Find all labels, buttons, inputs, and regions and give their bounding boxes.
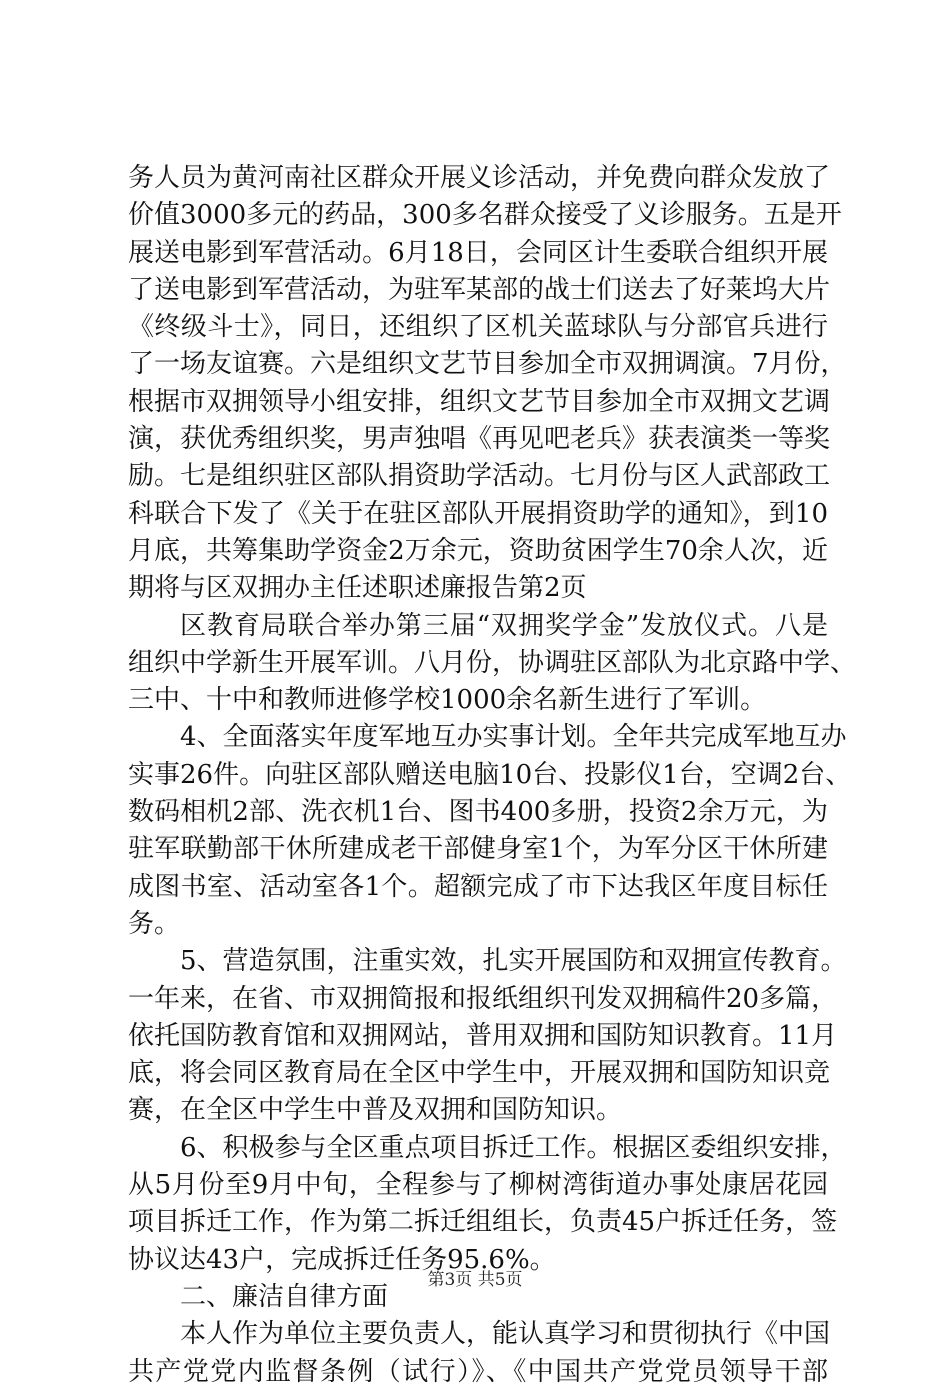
text-line: 共产党党内监督条例（试行）》、《中国共产党党员领导干部 xyxy=(128,1356,828,1387)
text-line: 科联合下发了《关于在驻区部队开展捐资助学的通知》，到10 xyxy=(128,498,828,529)
text-line: 根据市双拥领导小组安排，组织文艺节目参加全市双拥文艺调 xyxy=(128,386,831,417)
text-line: 从5月份至9月中旬，全程参与了柳树湾街道办事处康居花园 xyxy=(128,1170,828,1201)
paragraph-start: 区教育局联合举办第三届“双拥奖学金”发放仪式。八是 xyxy=(180,610,828,641)
text-line: 务人员为黄河南社区群众开展义诊活动，并免费向群众发放了 xyxy=(128,163,831,193)
text-line: 组织中学新生开展军训。八月份，协调驻区部队为北京路中学、 xyxy=(128,647,857,678)
text-line: 三中、十中和教师进修学校1000余名新生进行了军训。 xyxy=(128,685,767,716)
text-line: 展送电影到军营活动。6月18日，会同区计生委联合组织开展 xyxy=(128,237,828,268)
text-line: 依托国防教育馆和双拥网站，普用双拥和国防知识教育。11月 xyxy=(128,1020,838,1051)
text-line: 成图书室、活动室各1个。超额完成了市下达我区年度目标任 xyxy=(128,871,828,902)
paragraph-start: 5、营造氛围，注重实效，扎实开展国防和双拥宣传教育。 xyxy=(180,946,847,977)
text-line: 务。 xyxy=(128,908,181,939)
text-line: 协议达43户，完成拆迁任务95.6%。 xyxy=(128,1244,556,1275)
text-line: 赛，在全区中学生中普及双拥和国防知识。 xyxy=(128,1095,623,1126)
text-line: 《终级斗士》，同日，还组织了区机关蓝球队与分部官兵进行 xyxy=(128,312,828,343)
section-heading: 二、廉洁自律方面 xyxy=(180,1281,389,1312)
text-line: 了送电影到军营活动，为驻军某部的战士们送去了好莱坞大片 xyxy=(128,274,831,305)
text-line: 了一场友谊赛。六是组织文艺节目参加全市双拥调演。7月份， xyxy=(128,349,847,380)
text-line: 实事26件。向驻区部队赠送电脑10台、投影仪1台，空调2台、 xyxy=(128,759,852,790)
text-line: 价值3000多元的药品，300多名群众接受了义诊服务。五是开 xyxy=(128,200,842,231)
text-line: 底，将会同区教育局在全区中学生中，开展双拥和国防知识竞 xyxy=(128,1058,831,1089)
text-line: 期将与区双拥办主任述职述廉报告第2页 xyxy=(128,573,587,604)
text-line: 演，获优秀组织奖，男声独唱《再见吧老兵》获表演类一等奖 xyxy=(128,424,831,455)
page-footer: 第3页 共5页 xyxy=(427,1270,523,1290)
text-line: 一年来，在省、市双拥简报和报纸组织刊发双拥稿件20多篇， xyxy=(128,983,838,1014)
text-line: 励。七是组织驻区部队捐资助学活动。七月份与区人武部政工 xyxy=(128,461,831,492)
paragraph-start: 4、全面落实年度军地互办实事计划。全年共完成军地互办 xyxy=(180,722,847,753)
text-line: 月底，共筹集助学资金2万余元，资助贫困学生70余人次，近 xyxy=(128,535,828,566)
paragraph-start: 本人作为单位主要负责人，能认真学习和贯彻执行《中国 xyxy=(180,1319,831,1350)
paragraph-start: 6、积极参与全区重点项目拆迁工作。根据区委组织安排， xyxy=(180,1132,847,1163)
text-line: 项目拆迁工作，作为第二拆迁组组长，负责45户拆迁任务，签 xyxy=(128,1207,838,1238)
document-body xyxy=(128,160,857,1391)
text-line: 数码相机2部、洗衣机1台、图书400多册，投资2余万元，为 xyxy=(128,797,828,828)
text-line: 驻军联勤部干休所建成老干部健身室1个，为军分区干休所建 xyxy=(128,834,828,865)
